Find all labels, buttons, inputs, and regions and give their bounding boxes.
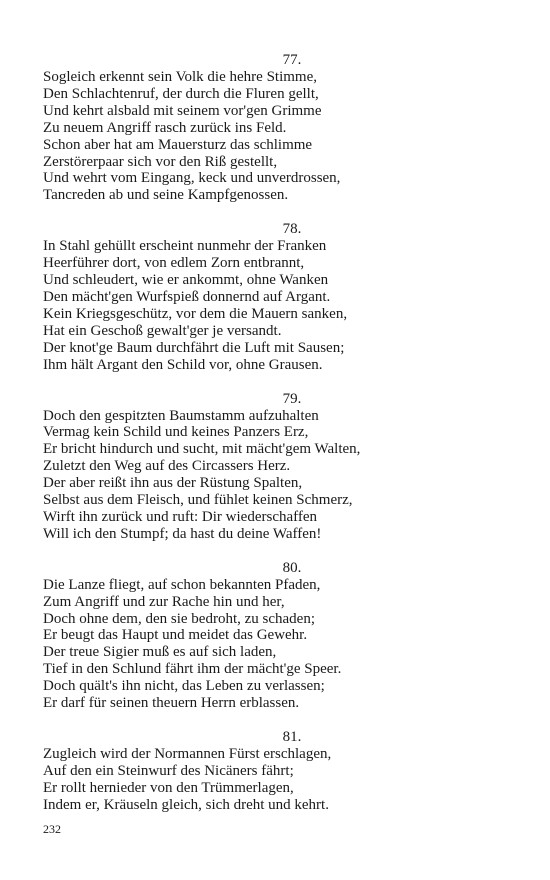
verse-line: Der treue Sigier muß es auf sich laden,	[43, 644, 277, 661]
verse-line: Zerstörerpaar sich vor den Riß gestellt,	[43, 153, 278, 170]
verse-line: Zum Angriff und zur Rache hin und her,	[43, 593, 285, 610]
verse-line: Hat ein Geschoß gewalt'ger je versandt.	[43, 322, 282, 339]
verse-line: Selbst aus dem Fleisch, und fühlet keinen Schmerz,	[43, 492, 353, 509]
verse-line: Doch ohne dem, den sie bedroht, zu schaden;	[43, 610, 315, 627]
verse-line: Doch den gespitzten Baumstamm aufzuhalten	[43, 407, 319, 424]
verse-line: Doch quält's ihn nicht, das Leben zu verlassen;	[43, 678, 325, 695]
verse-line: Er beugt das Haupt und meidet das Gewehr.	[43, 627, 308, 644]
verse-line: Den mächt'gen Wurfspieß donnernd auf Argant.	[43, 288, 331, 305]
verse-line: Auf den ein Steinwurf des Nicäners fährt;	[43, 762, 294, 779]
verse-line: Will ich den Stumpf; da hast du deine Waffen!	[43, 525, 322, 542]
stanza-number: 79.	[282, 390, 302, 407]
stanza-number: 81.	[282, 729, 302, 745]
page-number: 232	[43, 822, 61, 836]
verse-line: Zugleich wird der Normannen Fürst erschlagen,	[43, 746, 332, 762]
verse-line: Den Schlachtenruf, der durch die Fluren gellt,	[43, 85, 319, 102]
verse-line: In Stahl gehüllt erscheint nunmehr der Franken	[43, 238, 327, 255]
verse-line: Der aber reißt ihn aus der Rüstung Spalten,	[43, 475, 303, 492]
verse-line: Und kehrt alsbald mit seinem vor'gen Grimme	[43, 102, 322, 119]
verse-line: Tief in den Schlund fährt ihm der mächt'ge Speer.	[43, 661, 342, 678]
verse-line: Vermag kein Schild und keines Panzers Erz,	[43, 424, 309, 441]
verse-line: Ihm hält Argant den Schild vor, ohne Grausen.	[43, 356, 323, 373]
stanza-81	[43, 729, 503, 814]
stanza-number: 78.	[282, 221, 302, 238]
stanza-number: 80.	[282, 559, 302, 576]
stanza-78	[43, 221, 503, 373]
page-body	[43, 52, 503, 831]
verse-line: Wirft ihn zurück und ruft: Dir wiederschaffen	[43, 508, 318, 525]
verse-line: Der knot'ge Baum durchfährt die Luft mit Sausen;	[43, 339, 345, 356]
stanza-80	[43, 560, 503, 712]
verse-line: Und schleudert, wie er ankommt, ohne Wanken	[43, 272, 329, 289]
verse-line: Er rollt hernieder von den Trümmerlagen,	[43, 779, 294, 796]
verse-line: Er bricht hindurch und sucht, mit mächt'gem Walten,	[43, 441, 361, 458]
stanza-77	[43, 52, 503, 204]
verse-line: Indem er, Kräuseln gleich, sich dreht und kehrt.	[43, 796, 329, 813]
verse-line: Zu neuem Angriff rasch zurück ins Feld.	[43, 119, 287, 136]
verse-line: Zuletzt den Weg auf des Circassers Herz.	[43, 458, 291, 475]
verse-line: Die Lanze fliegt, auf schon bekannten Pfaden,	[43, 576, 321, 593]
verse-line: Sogleich erkennt sein Volk die hehre Stimme,	[43, 69, 317, 85]
verse-line: Kein Kriegsgeschütz, vor dem die Mauern sanken,	[43, 305, 348, 322]
verse-line: Schon aber hat am Mauersturz das schlimme	[43, 136, 313, 153]
stanza-number: 77.	[282, 52, 302, 68]
stanza-79	[43, 391, 503, 543]
verse-line: Und wehrt vom Eingang, keck und unverdrossen,	[43, 170, 341, 187]
verse-line: Er darf für seinen theuern Herrn erblassen.	[43, 695, 300, 712]
verse-line: Tancreden ab und seine Kampfgenossen.	[43, 187, 289, 204]
verse-line: Heerführer dort, von edlem Zorn entbrannt,	[43, 255, 305, 272]
